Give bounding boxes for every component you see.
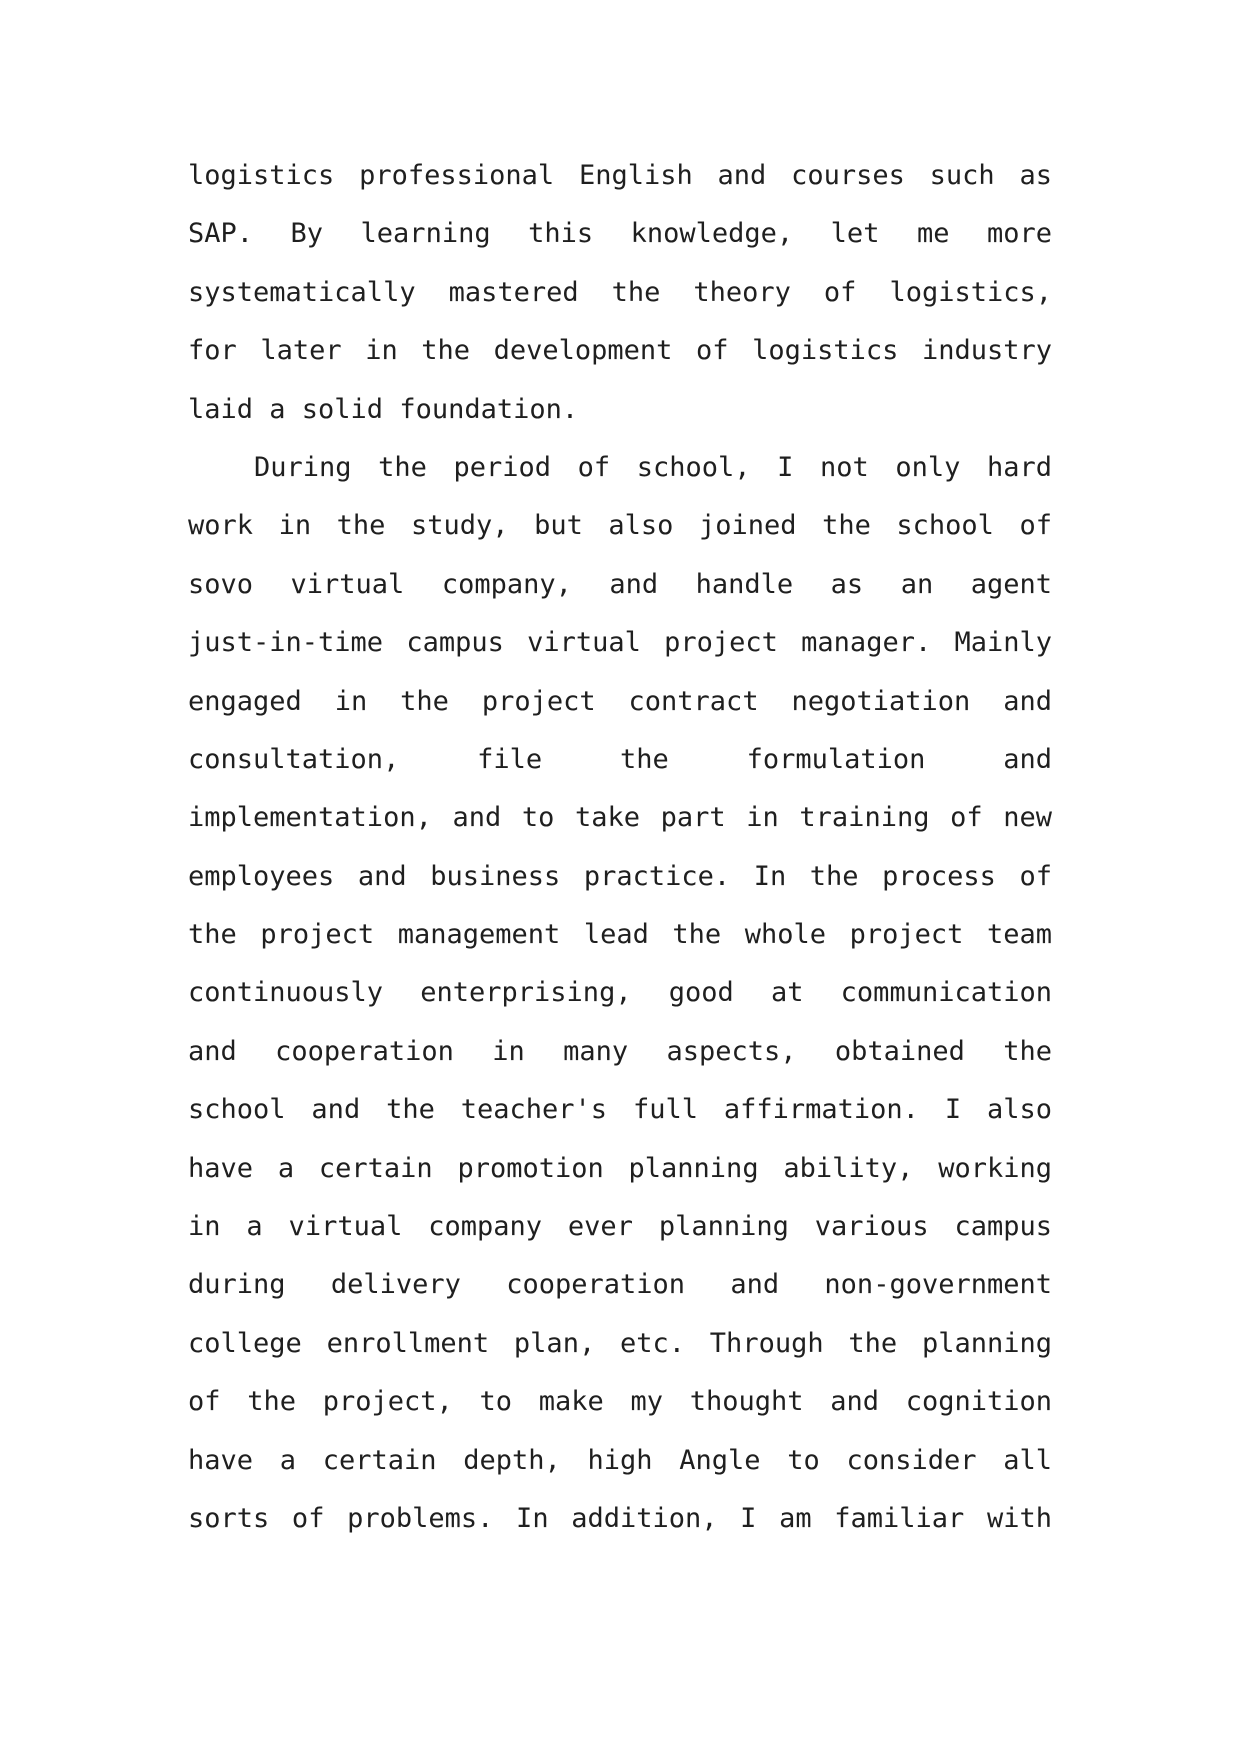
text-line: engaged in the project contract negotiation and bbox=[188, 685, 1052, 717]
text-line: employees and business practice. In the process of bbox=[188, 860, 1052, 892]
text-line: work in the study, but also joined the school of bbox=[188, 510, 1052, 542]
text-line: have a certain promotion planning ability, working bbox=[188, 1152, 1052, 1184]
text-line: During the period of school, I not only hard bbox=[254, 451, 1052, 483]
text-line: laid a solid foundation. bbox=[188, 393, 579, 425]
text-line: sovo virtual company, and handle as an agent bbox=[188, 568, 1052, 600]
text-line: college enrollment plan, etc. Through the planning bbox=[188, 1327, 1052, 1359]
text-line: of the project, to make my thought and cognition bbox=[188, 1386, 1052, 1418]
text-line: during delivery cooperation and non-government bbox=[188, 1269, 1052, 1301]
text-line: school and the teacher's full affirmation. I also bbox=[188, 1094, 1052, 1126]
text-line: continuously enterprising, good at communication bbox=[188, 977, 1052, 1009]
text-line: SAP. By learning this knowledge, let me more bbox=[188, 218, 1052, 250]
text-line: implementation, and to take part in training of new bbox=[188, 802, 1052, 834]
text-line: consultation, file the formulation and bbox=[188, 743, 1052, 775]
text-line: just-in-time campus virtual project manager. Mainly bbox=[188, 627, 1052, 659]
text-line: in a virtual company ever planning various campus bbox=[188, 1211, 1052, 1243]
body-text bbox=[188, 161, 1052, 1562]
text-line: the project management lead the whole project team bbox=[188, 919, 1052, 951]
text-line: logistics professional English and courses such as bbox=[188, 160, 1052, 191]
text-line: sorts of problems. In addition, I am familiar with bbox=[188, 1502, 1052, 1534]
text-line: for later in the development of logistics industry bbox=[188, 335, 1052, 367]
text-line: and cooperation in many aspects, obtained the bbox=[188, 1035, 1052, 1067]
text-line: have a certain depth, high Angle to consider all bbox=[188, 1444, 1052, 1476]
text-line: systematically mastered the theory of logistics, bbox=[188, 276, 1052, 308]
